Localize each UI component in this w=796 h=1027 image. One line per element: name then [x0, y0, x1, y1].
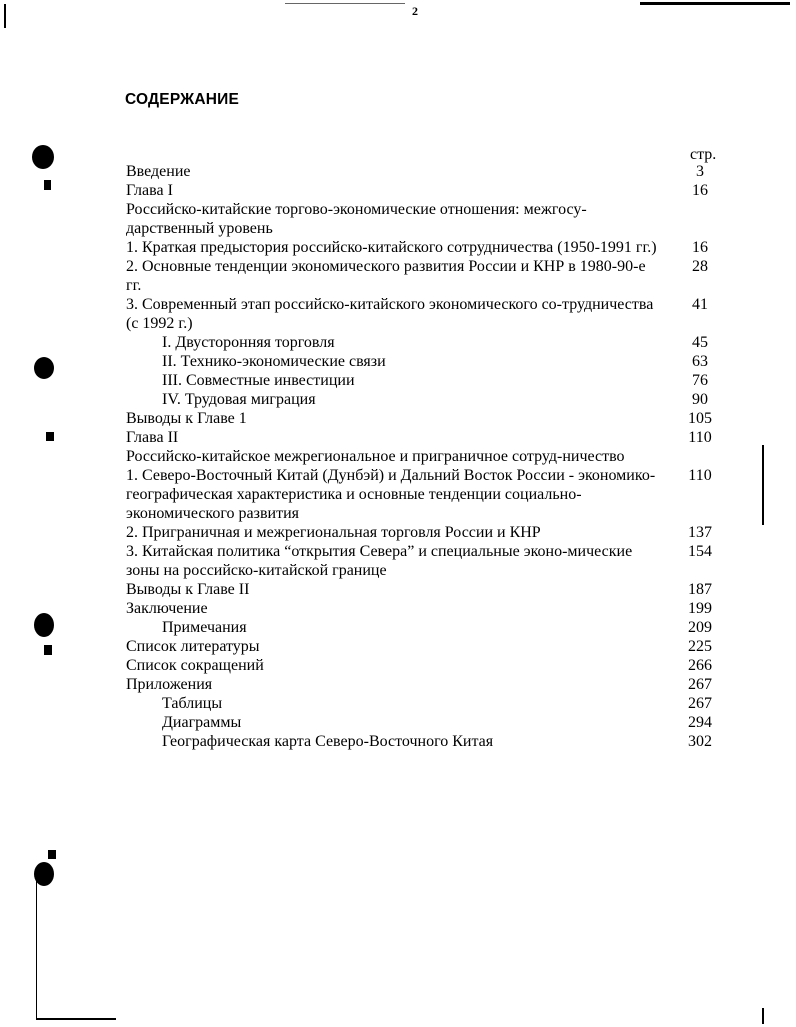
toc-entry [126, 447, 720, 466]
toc-entry [126, 390, 720, 409]
toc-entry [126, 333, 720, 352]
scan-border-top-left [4, 4, 6, 28]
toc-entry-title: 2. Основные тенденции экономического развития России и КНР в 1980-90-е гг. [126, 258, 646, 294]
toc-entry-title: 3. Современный этап российско-китайского экономического со-трудничества (с 1992 г.) [126, 296, 654, 332]
scan-speck [44, 180, 51, 190]
toc-entry-title: Заключение [126, 600, 208, 617]
toc-entry-title: Российско-китайские торгово-экономические отношения: межгосу-дарственный уровень [126, 201, 587, 237]
punch-hole [32, 145, 54, 169]
toc-entry-title: Введение [126, 163, 191, 180]
toc-entry [126, 656, 720, 675]
toc-entry [126, 409, 720, 428]
toc-entry-page: 90 [692, 391, 708, 408]
toc-entry-title: III. Совместные инвестиции [162, 372, 355, 389]
toc-entry-title: IV. Трудовая миграция [162, 391, 316, 408]
toc-entry-title: 1. Северо-Восточный Китай (Дунбэй) и Дальний Восток России - экономико-географическая характеристика и основные тенденции социально-экономического развития [126, 467, 656, 522]
scan-speck [44, 645, 52, 655]
toc-entry-page: 45 [692, 334, 708, 351]
toc-entry-title: II. Технико-экономические связи [162, 353, 386, 370]
toc-entry-page: 294 [688, 714, 712, 731]
scan-border-left [36, 870, 37, 1020]
toc-entry-page: 63 [692, 353, 708, 370]
toc-entry-title: Глава II [126, 429, 179, 446]
punch-hole [34, 862, 54, 886]
toc-entry-title: 2. Приграничная и межрегиональная торговля России и КНР [126, 524, 541, 541]
toc-entry-title: Глава I [126, 182, 173, 199]
toc-entry [126, 637, 720, 656]
page-title: СОДЕРЖАНИЕ [125, 91, 240, 108]
toc-entry [126, 181, 720, 200]
scan-border-top-dashes [285, 3, 405, 4]
toc-entry-title: Российско-китайское межрегиональное и приграничное сотруд-ничество [126, 448, 625, 465]
toc-entry-title: Список литературы [126, 638, 260, 655]
scan-border-right-bottom [762, 1008, 764, 1024]
toc-entry [126, 675, 720, 694]
toc-entry-page: 16 [692, 182, 708, 199]
toc-entry-title: 3. Китайская политика “открытия Севера” и специальные эконо-мические зоны на российско-китайской границе [126, 543, 633, 579]
toc-entry [126, 580, 720, 599]
toc-entry [126, 295, 720, 333]
toc-entry-page: 267 [688, 695, 712, 712]
toc-entry-title: Таблицы [162, 695, 223, 712]
toc-entry-page: 110 [688, 467, 712, 484]
toc-entry-page: 266 [688, 657, 712, 674]
toc-entry [126, 371, 720, 390]
toc-entry [126, 257, 720, 295]
toc-entry [126, 732, 720, 751]
toc-entry [126, 352, 720, 371]
toc-entry-page: 41 [692, 296, 708, 313]
toc-entry-title: Выводы к Главе 1 [126, 410, 247, 427]
toc-entry [126, 523, 720, 542]
toc-entry-title: I. Двусторонняя торговля [162, 334, 335, 351]
toc-entry-page: 154 [688, 543, 712, 560]
scan-border-bottom [36, 1018, 116, 1020]
toc-entry [126, 200, 720, 238]
scan-speck [48, 850, 56, 859]
toc-entry-page: 28 [692, 258, 708, 275]
toc-entry-page: 187 [688, 581, 712, 598]
toc-entry-page: 76 [692, 372, 708, 389]
toc-entry [126, 599, 720, 618]
toc-entry-page: 209 [688, 619, 712, 636]
toc-entry-page: 302 [688, 733, 712, 750]
scan-border-right [762, 445, 764, 525]
toc-entry-page: 3 [696, 163, 704, 180]
toc-entry [126, 713, 720, 732]
toc-entry [126, 162, 720, 181]
toc-entry-page: 16 [692, 239, 708, 256]
toc-entry-title: Примечания [162, 619, 247, 636]
punch-hole [34, 357, 54, 379]
toc-entry-page: 267 [688, 676, 712, 693]
toc-entry-title: Приложения [126, 676, 213, 693]
toc-entry [126, 542, 720, 580]
toc-entry-title: Географическая карта Северо-Восточного Китая [162, 733, 494, 750]
toc-entry-page: 110 [688, 429, 712, 446]
punch-hole [34, 613, 54, 637]
toc-entry-title: 1. Краткая предыстория российско-китайского сотрудничества (1950-1991 гг.) [126, 239, 657, 256]
toc-entry [126, 238, 720, 257]
page-column-label: стр. [690, 146, 717, 163]
toc-entry [126, 428, 720, 447]
scan-speck [46, 432, 54, 441]
page-number: 2 [412, 4, 418, 18]
table-of-contents [126, 162, 720, 751]
toc-entry [126, 618, 720, 637]
toc-entry-page: 137 [688, 524, 712, 541]
toc-entry-title: Список сокращений [126, 657, 264, 674]
toc-entry-page: 199 [688, 600, 712, 617]
toc-entry [126, 466, 720, 523]
scan-border-top-right [640, 2, 790, 5]
toc-entry-page: 105 [688, 410, 712, 427]
toc-entry [126, 694, 720, 713]
toc-entry-page: 225 [688, 638, 712, 655]
toc-entry-title: Диаграммы [162, 714, 242, 731]
toc-entry-title: Выводы к Главе II [126, 581, 250, 598]
